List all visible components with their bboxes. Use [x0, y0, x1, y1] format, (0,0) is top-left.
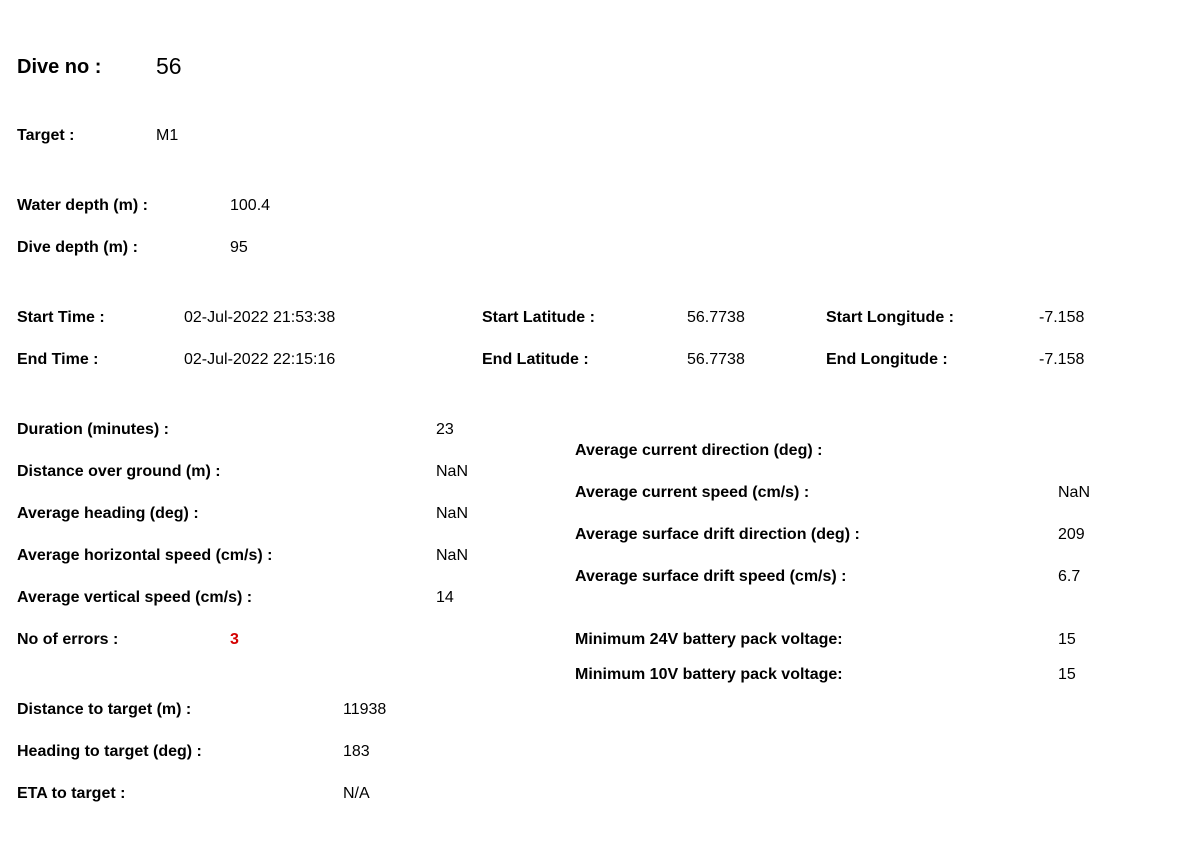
end-latitude-value: 56.7738 — [687, 351, 745, 368]
average-horizontal-speed-label: Average horizontal speed (cm/s) : — [17, 547, 273, 564]
start-longitude-value: -7.158 — [1039, 309, 1085, 326]
eta-to-target-value: N/A — [343, 785, 370, 802]
target-label: Target : — [17, 127, 75, 144]
water-depth-label: Water depth (m) : — [17, 197, 148, 214]
distance-to-target-label: Distance to target (m) : — [17, 701, 192, 718]
target-value: M1 — [156, 127, 179, 144]
average-surface-drift-direction-value: 209 — [1058, 526, 1085, 543]
average-surface-drift-speed-label: Average surface drift speed (cm/s) : — [575, 568, 847, 585]
end-longitude-value: -7.158 — [1039, 351, 1085, 368]
min-24v-battery-value: 15 — [1058, 631, 1076, 648]
end-longitude-label: End Longitude : — [826, 351, 948, 368]
duration-label: Duration (minutes) : — [17, 421, 169, 438]
start-longitude-label: Start Longitude : — [826, 309, 954, 326]
average-current-speed-label: Average current speed (cm/s) : — [575, 484, 810, 501]
average-surface-drift-speed-value: 6.7 — [1058, 568, 1081, 585]
eta-to-target-label: ETA to target : — [17, 785, 126, 802]
average-vertical-speed-label: Average vertical speed (cm/s) : — [17, 589, 253, 606]
start-latitude-value: 56.7738 — [687, 309, 745, 326]
dive-no-label: Dive no : — [17, 56, 102, 78]
min-10v-battery-value: 15 — [1058, 666, 1076, 683]
start-time-label: Start Time : — [17, 309, 105, 326]
errors-label: No of errors : — [17, 631, 119, 648]
average-current-speed-value: NaN — [1058, 484, 1091, 501]
average-heading-label: Average heading (deg) : — [17, 505, 199, 522]
distance-over-ground-value: NaN — [436, 463, 469, 480]
duration-value: 23 — [436, 421, 454, 438]
min-24v-battery-label: Minimum 24V battery pack voltage: — [575, 631, 843, 648]
dive-no-value: 56 — [156, 53, 182, 79]
heading-to-target-value: 183 — [343, 743, 370, 760]
end-time-label: End Time : — [17, 351, 99, 368]
distance-to-target-value: 11938 — [343, 701, 387, 718]
end-latitude-label: End Latitude : — [482, 351, 589, 368]
start-latitude-label: Start Latitude : — [482, 309, 595, 326]
start-time-value: 02-Jul-2022 21:53:38 — [184, 309, 336, 326]
average-vertical-speed-value: 14 — [436, 589, 454, 606]
min-10v-battery-label: Minimum 10V battery pack voltage: — [575, 666, 843, 683]
distance-over-ground-label: Distance over ground (m) : — [17, 463, 221, 480]
average-horizontal-speed-value: NaN — [436, 547, 469, 564]
errors-value: 3 — [230, 631, 239, 648]
heading-to-target-label: Heading to target (deg) : — [17, 743, 202, 760]
dive-depth-value: 95 — [230, 239, 248, 256]
end-time-value: 02-Jul-2022 22:15:16 — [184, 351, 336, 368]
average-surface-drift-direction-label: Average surface drift direction (deg) : — [575, 526, 860, 543]
average-heading-value: NaN — [436, 505, 469, 522]
average-current-direction-label: Average current direction (deg) : — [575, 442, 823, 459]
water-depth-value: 100.4 — [230, 197, 271, 214]
dive-depth-label: Dive depth (m) : — [17, 239, 138, 256]
